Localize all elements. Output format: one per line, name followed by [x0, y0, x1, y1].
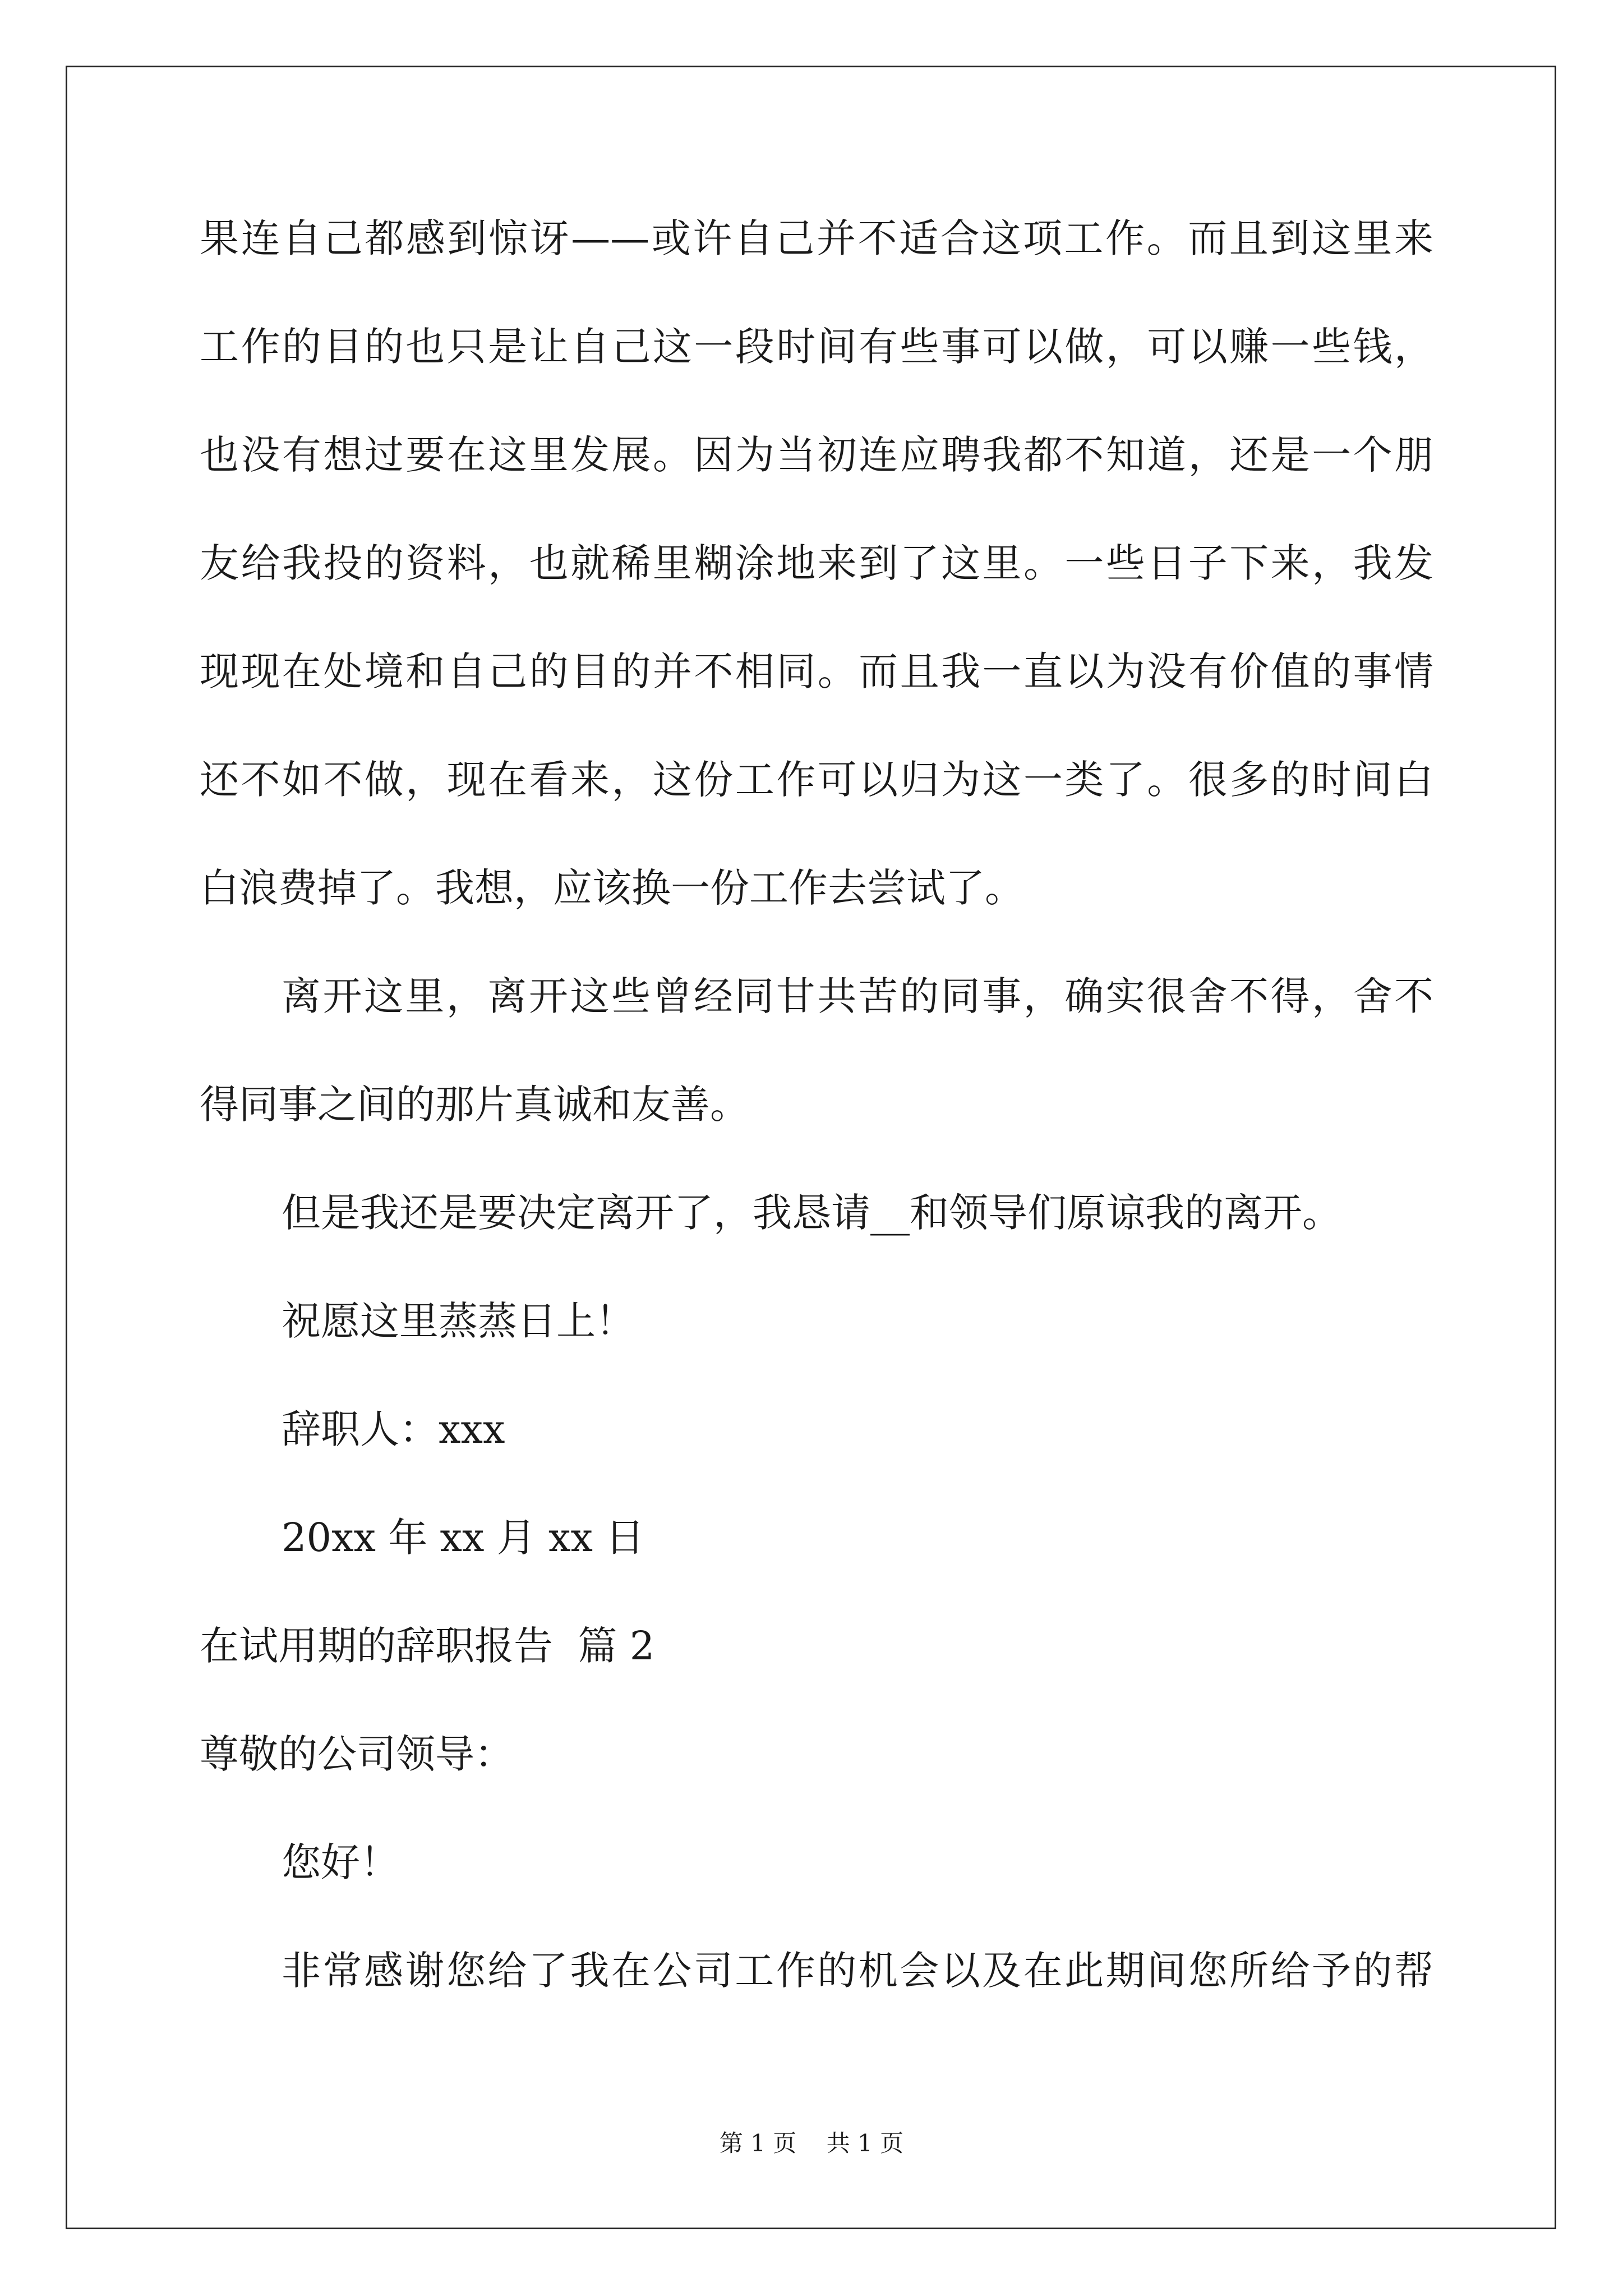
- paragraph-line: 白浪费掉了。我想，应该换一份工作去尝试了。: [200, 865, 1024, 911]
- paragraph-line: 友给我投的资料，也就稀里糊涂地来到了这里。一些日子下来，我发: [200, 540, 1433, 586]
- paragraph-line: 果连自己都感到惊讶——或许自己并不适合这项工作。而且到这里来: [200, 215, 1433, 261]
- paragraph-line: 还不如不做，现在看来，这份工作可以归为这一类了。很多的时间白: [200, 757, 1433, 803]
- greeting: 您好！: [282, 1839, 399, 1885]
- paragraph-line: 工作的目的也只是让自己这一段时间有些事可以做，可以赚一些钱，: [200, 324, 1433, 370]
- paragraph-line: 非常感谢您给了我在公司工作的机会以及在此期间您所给予的帮: [282, 1948, 1433, 1994]
- paragraph-line: 现现在处境和自己的目的并不相同。而且我一直以为没有价值的事情: [200, 648, 1433, 694]
- page-number-label: 第 1 页 共 1 页: [719, 2129, 904, 2157]
- paragraph-line: 离开这里，离开这些曾经同甘共苦的同事，确实很舍不得，舍不: [282, 973, 1433, 1019]
- salutation: 尊敬的公司领导：: [200, 1731, 514, 1777]
- closing-wish: 祝愿这里蒸蒸日上！: [282, 1298, 635, 1344]
- paragraph-line: 得同事之间的那片真诚和友善。: [200, 1082, 749, 1128]
- date: 20xx 年 xx 月 xx 日: [282, 1515, 645, 1561]
- section-title: 在试用期的辞职报告 篇 2: [200, 1623, 655, 1669]
- page-footer: [0, 2129, 1623, 2157]
- page-border: [66, 66, 1556, 2229]
- signature: 辞职人：xxx: [282, 1406, 505, 1452]
- paragraph-line: 但是我还是要决定离开了，我恳请__和领导们原谅我的离开。: [282, 1190, 1341, 1236]
- paragraph-line: 也没有想过要在这里发展。因为当初连应聘我都不知道，还是一个朋: [200, 432, 1433, 478]
